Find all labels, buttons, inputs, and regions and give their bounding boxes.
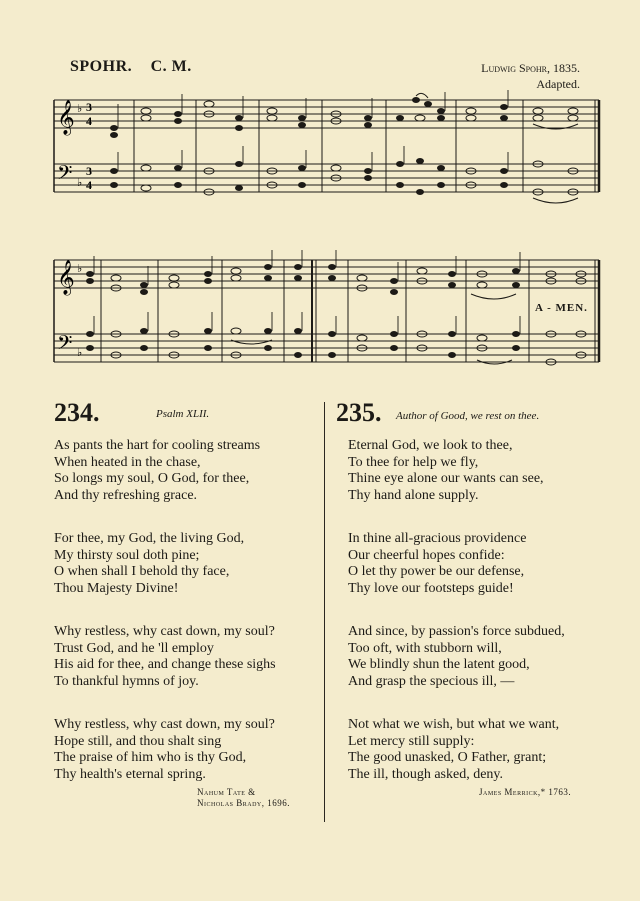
verse-line: Our cheerful hopes confide: bbox=[348, 547, 505, 563]
verse-line: The praise of him who is thy God, bbox=[54, 750, 247, 765]
hymn-234 bbox=[54, 398, 314, 809]
verse-line: The ill, though asked, deny. bbox=[348, 766, 504, 782]
hymn-subtitle: Psalm XLII. bbox=[156, 408, 210, 420]
treble-staff-1 bbox=[54, 100, 599, 128]
verse-line: So longs my soul, O God, for thee, bbox=[54, 471, 250, 486]
verse-line: As pants the hart for cooling streams bbox=[54, 438, 261, 453]
music-system-2 bbox=[46, 250, 606, 370]
hymn-credit bbox=[197, 787, 314, 809]
verse-line: Thy love our footsteps guide! bbox=[348, 580, 514, 596]
verse-line: Why restless, why cast down, my soul? bbox=[54, 717, 275, 732]
adapted-label: Adapted. bbox=[536, 77, 580, 91]
tune-meter: C. M. bbox=[150, 58, 192, 75]
verse-line: His aid for thee, and change these sighs bbox=[54, 657, 276, 672]
svg-text:♭: ♭ bbox=[77, 102, 83, 115]
stanza bbox=[336, 717, 596, 783]
svg-text:♭: ♭ bbox=[77, 176, 83, 189]
svg-text:3: 3 bbox=[86, 100, 92, 114]
tune-title bbox=[70, 58, 206, 76]
credit-line: Nahum Tate & bbox=[197, 787, 256, 797]
verse-line: To thankful hymns of joy. bbox=[54, 673, 199, 689]
stanza bbox=[54, 531, 314, 597]
svg-text:♭: ♭ bbox=[77, 346, 83, 359]
bass-clef-icon: 𝄢 bbox=[57, 161, 73, 189]
verse-line: Eternal God, we look to thee, bbox=[348, 438, 513, 453]
verse-line: Thine eye alone our wants can see, bbox=[348, 471, 544, 486]
stanza bbox=[336, 624, 596, 690]
svg-text:4: 4 bbox=[86, 114, 92, 128]
notes-1 bbox=[110, 97, 578, 195]
verse-line: The good unasked, O Father, grant; bbox=[348, 750, 547, 765]
stems-1 bbox=[118, 90, 508, 171]
hymn-number: 234. bbox=[54, 398, 100, 427]
verse-line: Thou Majesty Divine! bbox=[54, 580, 179, 596]
verse-line: And grasp the specious ill, — bbox=[348, 673, 515, 689]
verse-line: Thy health's eternal spring. bbox=[54, 766, 206, 782]
music-system-1 bbox=[46, 90, 606, 220]
verse-line: Hope still, and thou shalt sing bbox=[54, 733, 222, 749]
verse-line: When heated in the chase, bbox=[54, 454, 201, 470]
stanza bbox=[336, 531, 596, 597]
verse-line: In thine all-gracious providence bbox=[348, 531, 527, 546]
composer-line: Ludwig Spohr, 1835. bbox=[481, 61, 580, 75]
verse-line: Thy hand alone supply. bbox=[348, 487, 479, 503]
verse-line: Not what we wish, but what we want, bbox=[348, 717, 560, 732]
bass-staff-1 bbox=[54, 164, 599, 192]
stanza bbox=[54, 624, 314, 690]
stanza bbox=[54, 438, 314, 504]
bass-clef-icon: 𝄢 bbox=[57, 331, 73, 359]
verse-line: O let thy power be our defense, bbox=[348, 564, 525, 579]
verse-line: And since, by passion's force subdued, bbox=[348, 624, 565, 639]
verse-line: Too oft, with stubborn will, bbox=[348, 640, 502, 656]
verse-line: For thee, my God, the living God, bbox=[54, 531, 245, 546]
composer-credit bbox=[481, 60, 580, 92]
verse-line: Why restless, why cast down, my soul? bbox=[54, 624, 275, 639]
treble-clef-icon: 𝄞 bbox=[57, 100, 75, 135]
stanza bbox=[54, 717, 314, 783]
credit-line: Nicholas Brady, 1696. bbox=[197, 798, 291, 808]
svg-text:♭: ♭ bbox=[77, 262, 83, 275]
verse-line: My thirsty soul doth pine; bbox=[54, 547, 200, 563]
hymn-235 bbox=[336, 398, 596, 798]
hymn-number: 235. bbox=[336, 398, 382, 427]
svg-text:3: 3 bbox=[86, 164, 92, 178]
verse-line: We blindly shun the latent good, bbox=[348, 657, 530, 672]
amen-label: A - MEN. bbox=[535, 302, 588, 314]
svg-text:4: 4 bbox=[86, 178, 92, 192]
credit-line: James Merrick,* 1763. bbox=[479, 787, 572, 797]
hymn-subtitle: Author of Good, we rest on thee. bbox=[396, 410, 540, 422]
treble-clef-icon: 𝄞 bbox=[57, 260, 75, 295]
hymn-credit bbox=[479, 787, 596, 798]
notes-2 bbox=[86, 264, 586, 365]
verse-line: And thy refreshing grace. bbox=[54, 487, 198, 503]
verse-line: Trust God, and he 'll employ bbox=[54, 640, 214, 656]
tune-name: SPOHR. bbox=[70, 58, 133, 75]
verse-line: Let mercy still supply: bbox=[348, 733, 475, 749]
time-signature-1 bbox=[86, 100, 92, 192]
stanza bbox=[336, 438, 596, 504]
verse-line: O when shall I behold thy face, bbox=[54, 564, 230, 579]
column-divider bbox=[324, 402, 325, 822]
verse-line: To thee for help we fly, bbox=[348, 454, 479, 470]
